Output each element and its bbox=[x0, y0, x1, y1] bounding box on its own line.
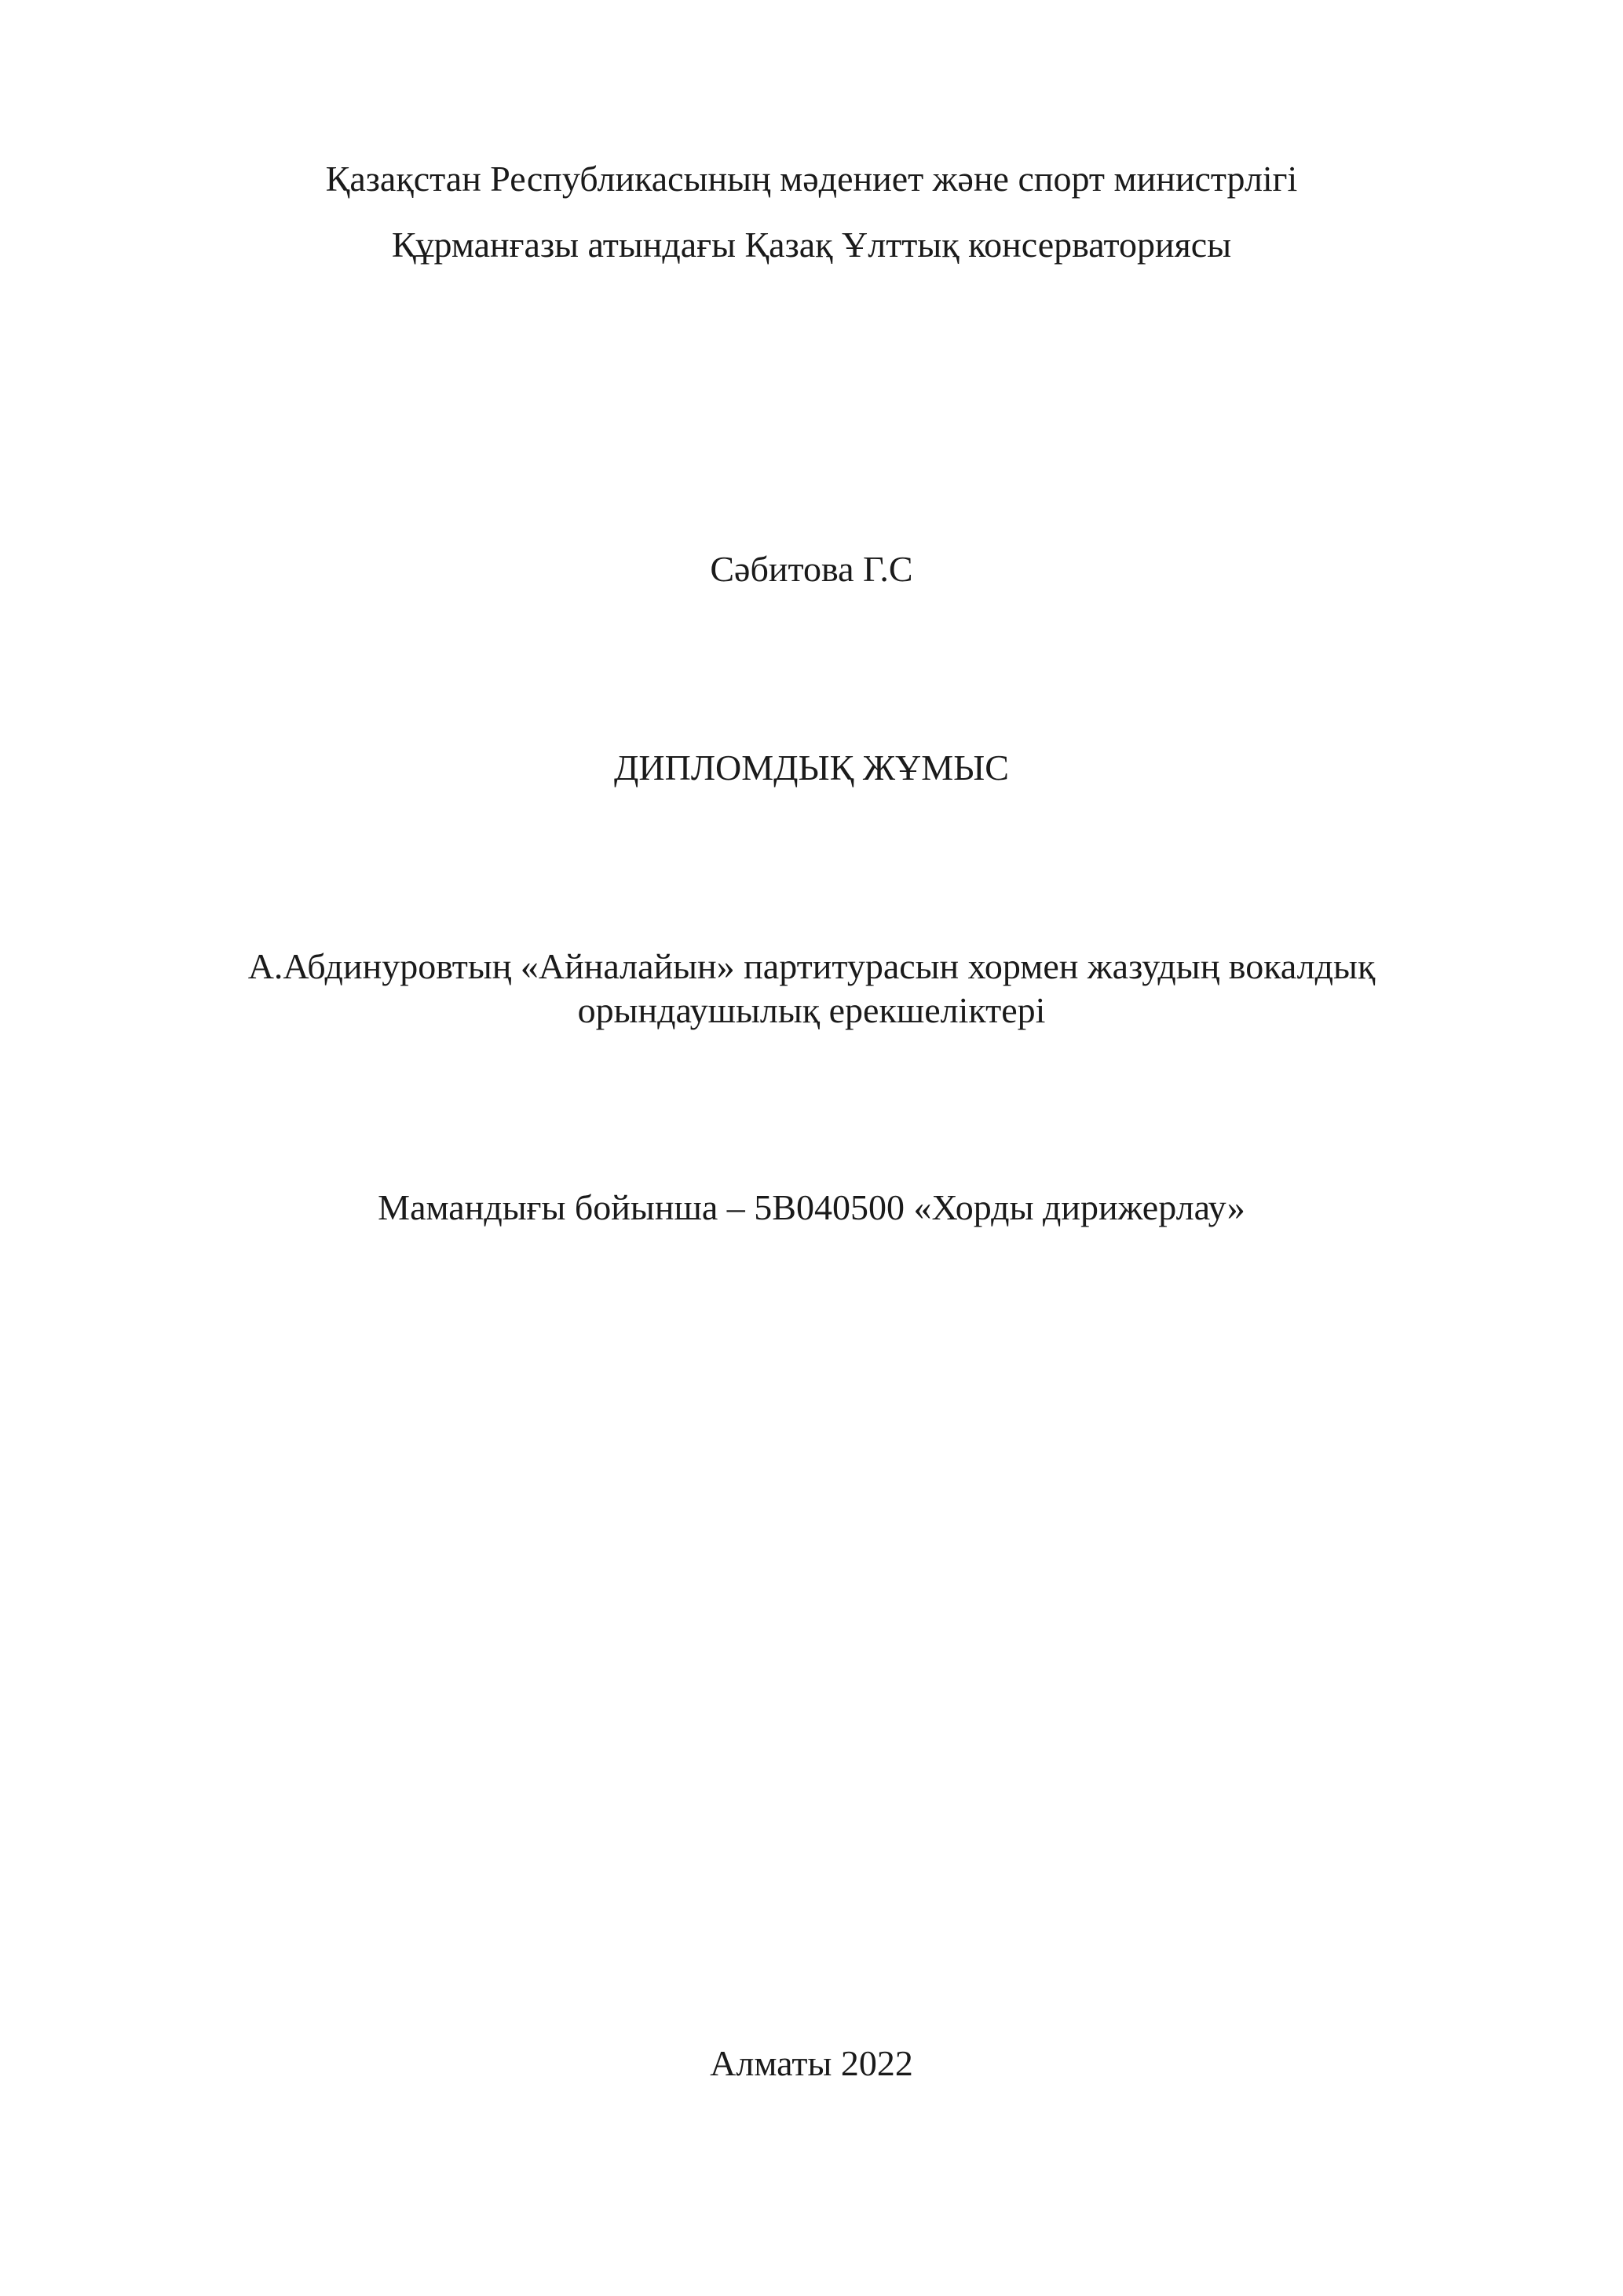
city-year: Алматы 2022 bbox=[710, 2043, 913, 2083]
thesis-title-line-2: орындаушылық ерекшеліктері bbox=[577, 990, 1046, 1030]
author-name: Сәбитова Г.С bbox=[710, 549, 913, 589]
thesis-title-line-1: А.Абдинуровтың «Айналайын» партитурасын хормен жазудың вокалдық bbox=[247, 946, 1376, 986]
document-type: ДИПЛОМДЫҚ ЖҰМЫС bbox=[614, 748, 1009, 788]
specialty: Мамандығы бойынша – 5В040500 «Хорды дирижерлау» bbox=[378, 1187, 1245, 1227]
conservatory-name: Құрманғазы атындағы Қазақ Ұлттық консерваториясы bbox=[391, 225, 1232, 265]
ministry-name: Қазақстан Республикасының мәдениет және спорт министрлігі bbox=[325, 159, 1298, 199]
